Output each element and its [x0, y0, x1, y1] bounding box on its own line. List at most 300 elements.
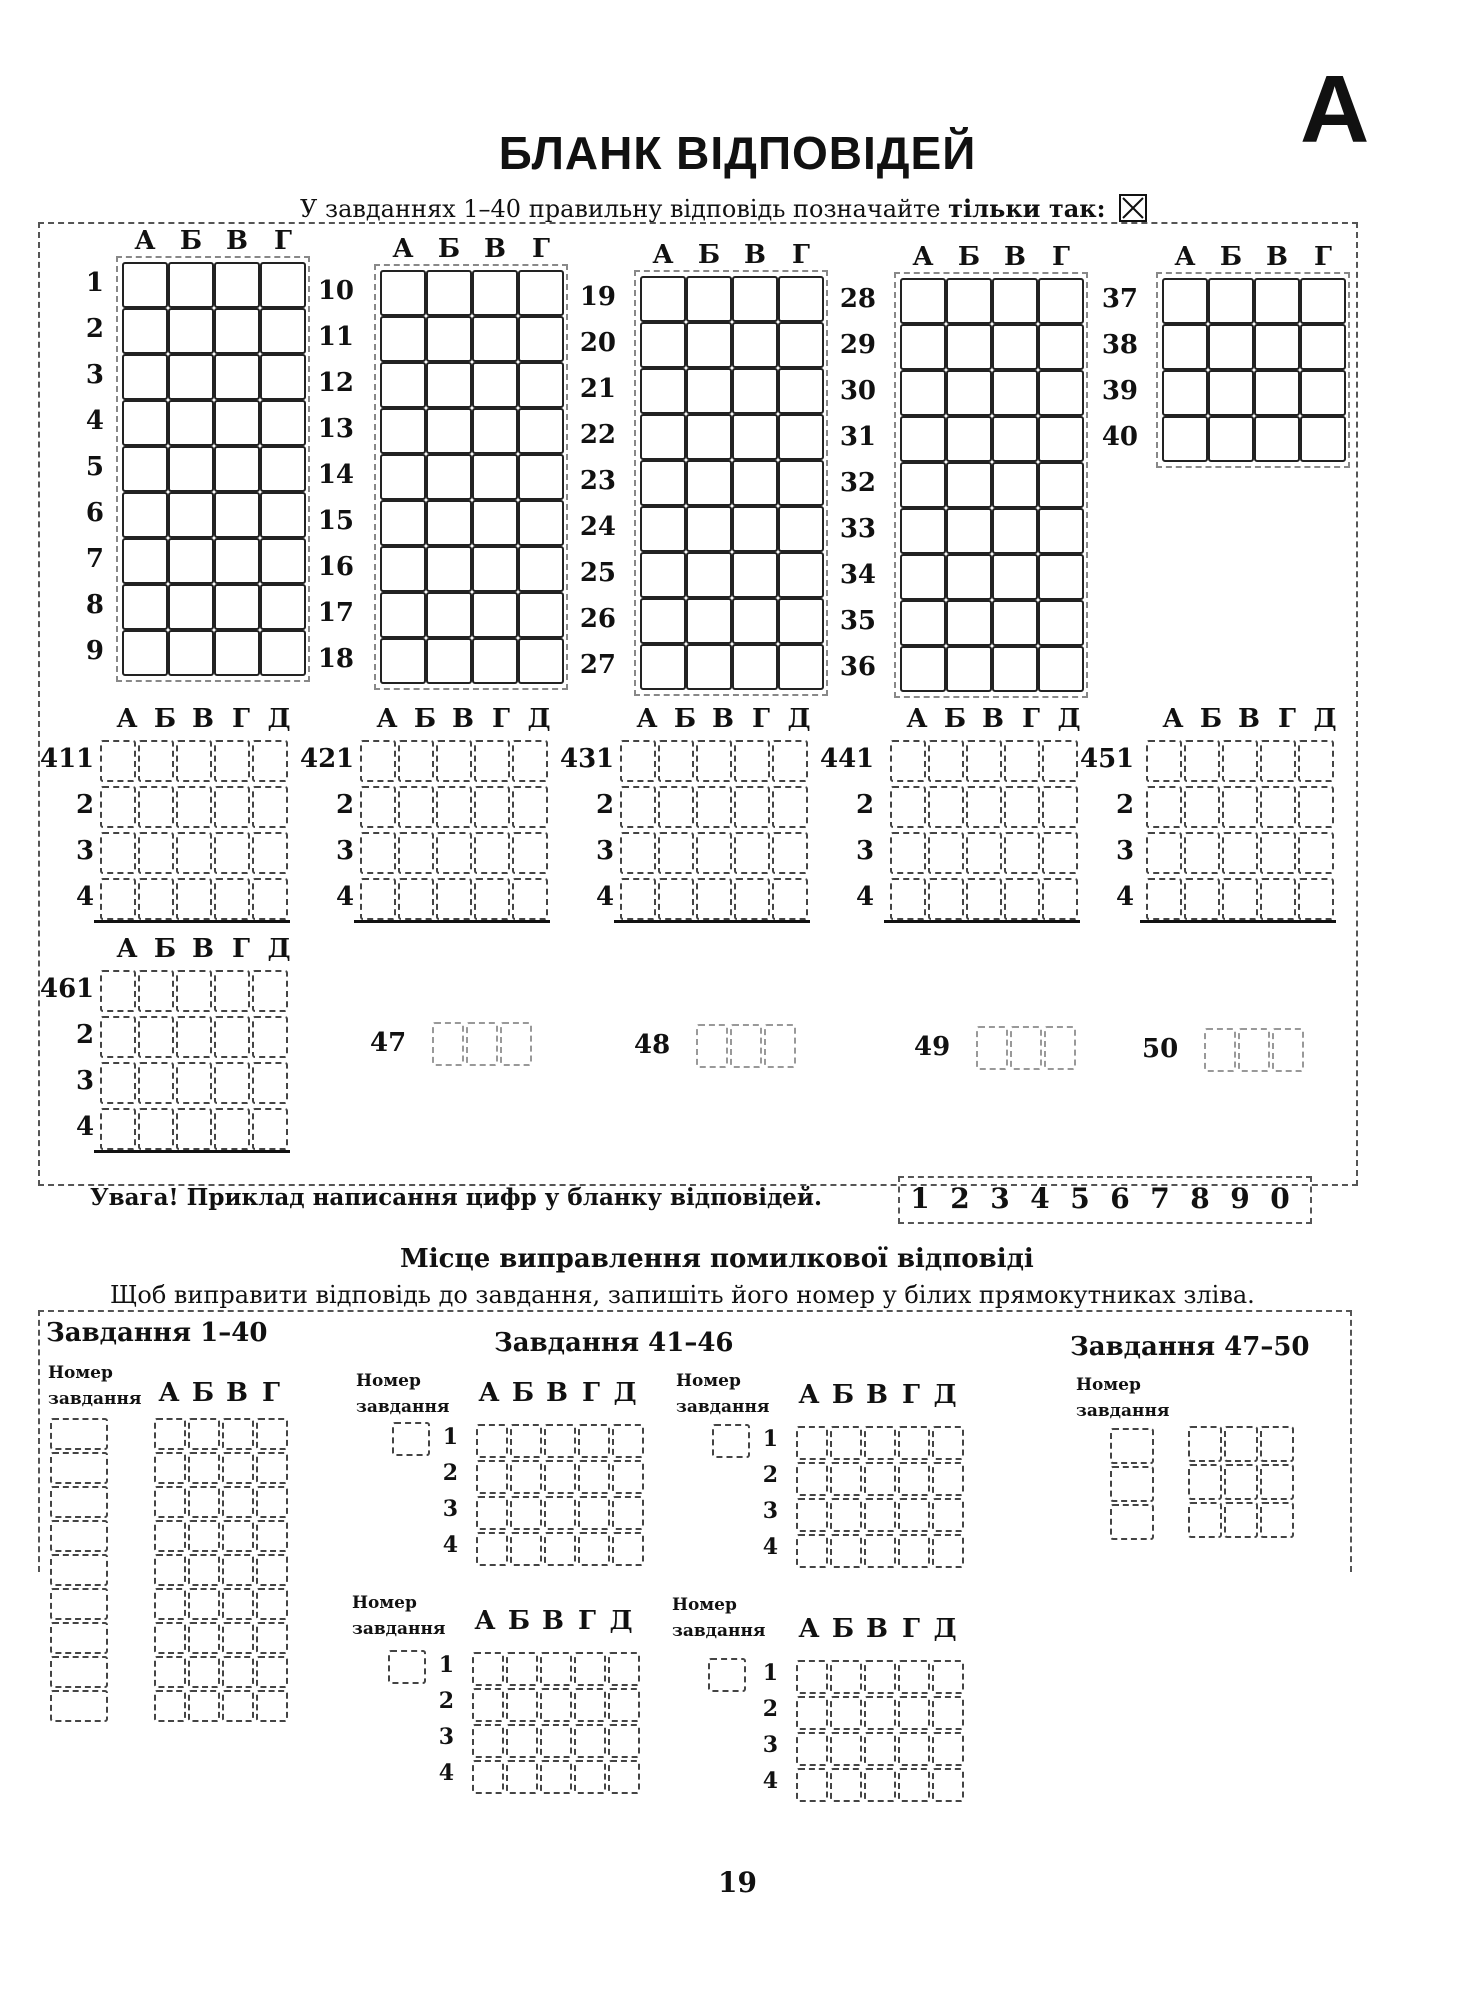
correction-task-number-cell[interactable]: [712, 1424, 750, 1458]
correction-answer-cell[interactable]: [864, 1426, 896, 1460]
matching-cell[interactable]: [214, 786, 250, 828]
correction-answer-cell[interactable]: [540, 1652, 572, 1686]
answer-cell[interactable]: [122, 308, 168, 354]
correction-answer-cell[interactable]: [898, 1534, 930, 1568]
answer-cell[interactable]: [1300, 278, 1346, 324]
matching-cell[interactable]: [436, 878, 472, 920]
answer-cell[interactable]: [946, 646, 992, 692]
matching-cell[interactable]: [1260, 832, 1296, 874]
answer-cell[interactable]: [518, 408, 564, 454]
correction-answer-cell[interactable]: [932, 1660, 964, 1694]
matching-cell[interactable]: [252, 786, 288, 828]
correction-answer-cell[interactable]: [506, 1724, 538, 1758]
answer-cell[interactable]: [122, 630, 168, 676]
answer-cell[interactable]: [1038, 278, 1084, 324]
answer-cell[interactable]: [640, 460, 686, 506]
matching-cell[interactable]: [100, 1108, 136, 1150]
answer-cell[interactable]: [778, 552, 824, 598]
answer-cell[interactable]: [168, 446, 214, 492]
correction-answer-cell[interactable]: [830, 1498, 862, 1532]
correction-answer-cell[interactable]: [932, 1426, 964, 1460]
answer-cell[interactable]: [518, 638, 564, 684]
answer-cell[interactable]: [946, 508, 992, 554]
answer-cell[interactable]: [380, 316, 426, 362]
matching-cell[interactable]: [1222, 786, 1258, 828]
matching-cell[interactable]: [138, 1062, 174, 1104]
correction-answer-cell[interactable]: [864, 1660, 896, 1694]
correction-answer-cell[interactable]: [154, 1418, 186, 1450]
matching-cell[interactable]: [176, 970, 212, 1012]
correction-answer-cell[interactable]: [796, 1426, 828, 1460]
matching-cell[interactable]: [1042, 832, 1078, 874]
correction-task-number-cell[interactable]: [1110, 1504, 1154, 1540]
answer-cell[interactable]: [1254, 324, 1300, 370]
answer-cell[interactable]: [1038, 554, 1084, 600]
correction-answer-cell[interactable]: [898, 1732, 930, 1766]
answer-cell[interactable]: [472, 454, 518, 500]
matching-cell[interactable]: [1298, 786, 1334, 828]
correction-answer-cell[interactable]: [898, 1696, 930, 1730]
answer-cell[interactable]: [1254, 416, 1300, 462]
correction-task-number-cell[interactable]: [50, 1554, 108, 1586]
answer-cell[interactable]: [1038, 462, 1084, 508]
correction-answer-cell[interactable]: [256, 1656, 288, 1688]
matching-cell[interactable]: [890, 786, 926, 828]
answer-cell[interactable]: [426, 454, 472, 500]
correction-answer-cell[interactable]: [256, 1452, 288, 1484]
correction-answer-cell[interactable]: [898, 1660, 930, 1694]
answer-cell[interactable]: [778, 414, 824, 460]
correction-answer-cell[interactable]: [476, 1460, 508, 1494]
answer-cell[interactable]: [1300, 324, 1346, 370]
matching-cell[interactable]: [252, 1062, 288, 1104]
matching-cell[interactable]: [1004, 786, 1040, 828]
answer-cell[interactable]: [1162, 416, 1208, 462]
correction-answer-cell[interactable]: [796, 1732, 828, 1766]
answer-cell[interactable]: [1038, 370, 1084, 416]
answer-cell[interactable]: [1162, 370, 1208, 416]
matching-cell[interactable]: [252, 1108, 288, 1150]
answer-cell[interactable]: [380, 270, 426, 316]
answer-cell[interactable]: [732, 368, 778, 414]
answer-cell[interactable]: [732, 506, 778, 552]
correction-answer-cell[interactable]: [830, 1426, 862, 1460]
answer-cell[interactable]: [214, 308, 260, 354]
correction-answer-cell[interactable]: [154, 1656, 186, 1688]
answer-cell[interactable]: [122, 584, 168, 630]
answer-cell[interactable]: [1208, 324, 1254, 370]
answer-cell[interactable]: [686, 368, 732, 414]
correction-answer-cell[interactable]: [476, 1424, 508, 1458]
answer-cell[interactable]: [1038, 508, 1084, 554]
answer-cell[interactable]: [686, 460, 732, 506]
answer-cell[interactable]: [1208, 370, 1254, 416]
correction-answer-cell[interactable]: [578, 1424, 610, 1458]
correction-answer-cell[interactable]: [796, 1462, 828, 1496]
matching-cell[interactable]: [1298, 740, 1334, 782]
correction-answer-cell[interactable]: [830, 1696, 862, 1730]
correction-task-number-cell[interactable]: [50, 1588, 108, 1620]
answer-cell[interactable]: [640, 414, 686, 460]
matching-cell[interactable]: [658, 786, 694, 828]
correction-answer-cell[interactable]: [1188, 1464, 1222, 1500]
correction-answer-cell[interactable]: [154, 1554, 186, 1586]
correction-task-number-cell[interactable]: [50, 1520, 108, 1552]
short-answer-cell[interactable]: [696, 1024, 728, 1068]
answer-cell[interactable]: [122, 400, 168, 446]
correction-task-number-cell[interactable]: [708, 1658, 746, 1692]
matching-cell[interactable]: [176, 832, 212, 874]
correction-answer-cell[interactable]: [608, 1688, 640, 1722]
correction-answer-cell[interactable]: [796, 1498, 828, 1532]
correction-answer-cell[interactable]: [612, 1424, 644, 1458]
matching-cell[interactable]: [436, 740, 472, 782]
matching-cell[interactable]: [772, 786, 808, 828]
matching-cell[interactable]: [928, 832, 964, 874]
correction-answer-cell[interactable]: [188, 1690, 220, 1722]
matching-cell[interactable]: [398, 832, 434, 874]
matching-cell[interactable]: [620, 878, 656, 920]
answer-cell[interactable]: [1208, 416, 1254, 462]
matching-cell[interactable]: [512, 740, 548, 782]
matching-cell[interactable]: [1184, 832, 1220, 874]
short-answer-cell[interactable]: [1010, 1026, 1042, 1070]
correction-task-number-cell[interactable]: [50, 1622, 108, 1654]
correction-answer-cell[interactable]: [932, 1768, 964, 1802]
matching-cell[interactable]: [252, 970, 288, 1012]
answer-cell[interactable]: [732, 460, 778, 506]
correction-answer-cell[interactable]: [796, 1534, 828, 1568]
answer-cell[interactable]: [900, 462, 946, 508]
matching-cell[interactable]: [658, 832, 694, 874]
correction-answer-cell[interactable]: [578, 1532, 610, 1566]
matching-cell[interactable]: [100, 878, 136, 920]
matching-cell[interactable]: [176, 740, 212, 782]
answer-cell[interactable]: [518, 546, 564, 592]
correction-answer-cell[interactable]: [796, 1768, 828, 1802]
matching-cell[interactable]: [1184, 878, 1220, 920]
answer-cell[interactable]: [426, 270, 472, 316]
correction-answer-cell[interactable]: [1260, 1426, 1294, 1462]
correction-answer-cell[interactable]: [1224, 1502, 1258, 1538]
correction-answer-cell[interactable]: [476, 1532, 508, 1566]
answer-cell[interactable]: [946, 324, 992, 370]
answer-cell[interactable]: [426, 362, 472, 408]
correction-answer-cell[interactable]: [188, 1486, 220, 1518]
correction-answer-cell[interactable]: [154, 1588, 186, 1620]
correction-answer-cell[interactable]: [510, 1496, 542, 1530]
answer-cell[interactable]: [732, 276, 778, 322]
matching-cell[interactable]: [138, 1016, 174, 1058]
answer-cell[interactable]: [426, 500, 472, 546]
answer-cell[interactable]: [214, 262, 260, 308]
answer-cell[interactable]: [640, 598, 686, 644]
answer-cell[interactable]: [1300, 416, 1346, 462]
matching-cell[interactable]: [512, 786, 548, 828]
matching-cell[interactable]: [1004, 740, 1040, 782]
correction-answer-cell[interactable]: [222, 1486, 254, 1518]
answer-cell[interactable]: [214, 584, 260, 630]
correction-answer-cell[interactable]: [574, 1652, 606, 1686]
matching-cell[interactable]: [928, 878, 964, 920]
answer-cell[interactable]: [1038, 600, 1084, 646]
answer-cell[interactable]: [426, 546, 472, 592]
short-answer-cell[interactable]: [976, 1026, 1008, 1070]
matching-cell[interactable]: [696, 786, 732, 828]
answer-cell[interactable]: [732, 644, 778, 690]
matching-cell[interactable]: [436, 786, 472, 828]
answer-cell[interactable]: [900, 554, 946, 600]
correction-answer-cell[interactable]: [510, 1460, 542, 1494]
matching-cell[interactable]: [176, 1108, 212, 1150]
matching-cell[interactable]: [1042, 740, 1078, 782]
answer-cell[interactable]: [992, 554, 1038, 600]
matching-cell[interactable]: [1260, 740, 1296, 782]
correction-answer-cell[interactable]: [612, 1532, 644, 1566]
answer-cell[interactable]: [946, 462, 992, 508]
matching-cell[interactable]: [214, 740, 250, 782]
matching-cell[interactable]: [100, 1016, 136, 1058]
answer-cell[interactable]: [380, 454, 426, 500]
answer-cell[interactable]: [1038, 646, 1084, 692]
matching-cell[interactable]: [398, 878, 434, 920]
correction-answer-cell[interactable]: [1188, 1426, 1222, 1462]
matching-cell[interactable]: [620, 832, 656, 874]
matching-cell[interactable]: [214, 1108, 250, 1150]
short-answer-cell[interactable]: [1204, 1028, 1236, 1072]
answer-cell[interactable]: [380, 408, 426, 454]
matching-cell[interactable]: [512, 878, 548, 920]
correction-answer-cell[interactable]: [898, 1498, 930, 1532]
correction-task-number-cell[interactable]: [50, 1656, 108, 1688]
answer-cell[interactable]: [518, 316, 564, 362]
answer-cell[interactable]: [946, 416, 992, 462]
matching-cell[interactable]: [1146, 786, 1182, 828]
matching-cell[interactable]: [658, 878, 694, 920]
matching-cell[interactable]: [928, 740, 964, 782]
answer-cell[interactable]: [900, 370, 946, 416]
answer-cell[interactable]: [518, 454, 564, 500]
matching-cell[interactable]: [474, 740, 510, 782]
answer-cell[interactable]: [946, 600, 992, 646]
answer-cell[interactable]: [122, 262, 168, 308]
answer-cell[interactable]: [686, 322, 732, 368]
answer-cell[interactable]: [732, 322, 778, 368]
matching-cell[interactable]: [100, 740, 136, 782]
matching-cell[interactable]: [214, 970, 250, 1012]
correction-answer-cell[interactable]: [864, 1498, 896, 1532]
answer-cell[interactable]: [640, 506, 686, 552]
correction-answer-cell[interactable]: [612, 1496, 644, 1530]
matching-cell[interactable]: [1146, 832, 1182, 874]
short-answer-cell[interactable]: [1044, 1026, 1076, 1070]
correction-answer-cell[interactable]: [256, 1690, 288, 1722]
answer-cell[interactable]: [426, 316, 472, 362]
answer-cell[interactable]: [640, 552, 686, 598]
correction-answer-cell[interactable]: [830, 1768, 862, 1802]
matching-cell[interactable]: [360, 740, 396, 782]
correction-answer-cell[interactable]: [1260, 1464, 1294, 1500]
correction-answer-cell[interactable]: [154, 1622, 186, 1654]
correction-answer-cell[interactable]: [472, 1688, 504, 1722]
answer-cell[interactable]: [900, 508, 946, 554]
matching-cell[interactable]: [214, 832, 250, 874]
correction-task-number-cell[interactable]: [388, 1650, 426, 1684]
correction-answer-cell[interactable]: [578, 1460, 610, 1494]
answer-cell[interactable]: [214, 354, 260, 400]
correction-answer-cell[interactable]: [830, 1732, 862, 1766]
matching-cell[interactable]: [100, 1062, 136, 1104]
matching-cell[interactable]: [436, 832, 472, 874]
answer-cell[interactable]: [686, 552, 732, 598]
correction-answer-cell[interactable]: [256, 1418, 288, 1450]
correction-answer-cell[interactable]: [540, 1760, 572, 1794]
answer-cell[interactable]: [472, 270, 518, 316]
correction-answer-cell[interactable]: [864, 1534, 896, 1568]
correction-answer-cell[interactable]: [222, 1690, 254, 1722]
correction-answer-cell[interactable]: [578, 1496, 610, 1530]
answer-cell[interactable]: [472, 638, 518, 684]
answer-cell[interactable]: [778, 368, 824, 414]
answer-cell[interactable]: [732, 598, 778, 644]
answer-cell[interactable]: [518, 362, 564, 408]
answer-cell[interactable]: [946, 370, 992, 416]
matching-cell[interactable]: [1146, 878, 1182, 920]
short-answer-cell[interactable]: [764, 1024, 796, 1068]
answer-cell[interactable]: [1162, 324, 1208, 370]
matching-cell[interactable]: [772, 740, 808, 782]
correction-task-number-cell[interactable]: [1110, 1428, 1154, 1464]
correction-answer-cell[interactable]: [222, 1656, 254, 1688]
answer-cell[interactable]: [214, 446, 260, 492]
correction-task-number-cell[interactable]: [1110, 1466, 1154, 1502]
correction-answer-cell[interactable]: [574, 1760, 606, 1794]
correction-answer-cell[interactable]: [510, 1424, 542, 1458]
matching-cell[interactable]: [658, 740, 694, 782]
matching-cell[interactable]: [772, 878, 808, 920]
correction-answer-cell[interactable]: [864, 1768, 896, 1802]
correction-answer-cell[interactable]: [1224, 1464, 1258, 1500]
answer-cell[interactable]: [778, 506, 824, 552]
answer-cell[interactable]: [1254, 370, 1300, 416]
answer-cell[interactable]: [214, 400, 260, 446]
correction-answer-cell[interactable]: [932, 1462, 964, 1496]
matching-cell[interactable]: [252, 878, 288, 920]
matching-cell[interactable]: [696, 832, 732, 874]
answer-cell[interactable]: [168, 262, 214, 308]
matching-cell[interactable]: [138, 832, 174, 874]
matching-cell[interactable]: [966, 832, 1002, 874]
matching-cell[interactable]: [772, 832, 808, 874]
matching-cell[interactable]: [1298, 878, 1334, 920]
answer-cell[interactable]: [518, 270, 564, 316]
correction-task-number-cell[interactable]: [50, 1690, 108, 1722]
correction-answer-cell[interactable]: [540, 1724, 572, 1758]
short-answer-cell[interactable]: [432, 1022, 464, 1066]
answer-cell[interactable]: [122, 492, 168, 538]
answer-cell[interactable]: [214, 538, 260, 584]
correction-answer-cell[interactable]: [154, 1520, 186, 1552]
correction-answer-cell[interactable]: [256, 1622, 288, 1654]
correction-answer-cell[interactable]: [506, 1652, 538, 1686]
matching-cell[interactable]: [734, 786, 770, 828]
correction-answer-cell[interactable]: [188, 1588, 220, 1620]
correction-answer-cell[interactable]: [188, 1554, 220, 1586]
short-answer-cell[interactable]: [500, 1022, 532, 1066]
correction-answer-cell[interactable]: [188, 1520, 220, 1552]
matching-cell[interactable]: [138, 1108, 174, 1150]
correction-answer-cell[interactable]: [222, 1588, 254, 1620]
answer-cell[interactable]: [1038, 324, 1084, 370]
matching-cell[interactable]: [1222, 740, 1258, 782]
correction-task-number-cell[interactable]: [50, 1418, 108, 1450]
correction-answer-cell[interactable]: [256, 1588, 288, 1620]
matching-cell[interactable]: [890, 832, 926, 874]
matching-cell[interactable]: [512, 832, 548, 874]
answer-cell[interactable]: [778, 598, 824, 644]
correction-answer-cell[interactable]: [830, 1462, 862, 1496]
matching-cell[interactable]: [696, 878, 732, 920]
answer-cell[interactable]: [640, 276, 686, 322]
answer-cell[interactable]: [472, 408, 518, 454]
answer-cell[interactable]: [380, 638, 426, 684]
answer-cell[interactable]: [1300, 370, 1346, 416]
answer-cell[interactable]: [992, 600, 1038, 646]
matching-cell[interactable]: [734, 832, 770, 874]
matching-cell[interactable]: [734, 740, 770, 782]
answer-cell[interactable]: [168, 308, 214, 354]
matching-cell[interactable]: [138, 786, 174, 828]
matching-cell[interactable]: [214, 878, 250, 920]
correction-answer-cell[interactable]: [154, 1486, 186, 1518]
answer-cell[interactable]: [686, 506, 732, 552]
short-answer-cell[interactable]: [730, 1024, 762, 1068]
matching-cell[interactable]: [398, 786, 434, 828]
answer-cell[interactable]: [168, 354, 214, 400]
answer-cell[interactable]: [992, 462, 1038, 508]
matching-cell[interactable]: [100, 832, 136, 874]
matching-cell[interactable]: [966, 878, 1002, 920]
answer-cell[interactable]: [992, 370, 1038, 416]
correction-answer-cell[interactable]: [544, 1532, 576, 1566]
correction-answer-cell[interactable]: [608, 1760, 640, 1794]
correction-answer-cell[interactable]: [256, 1486, 288, 1518]
correction-answer-cell[interactable]: [1260, 1502, 1294, 1538]
correction-answer-cell[interactable]: [472, 1652, 504, 1686]
answer-cell[interactable]: [168, 492, 214, 538]
correction-answer-cell[interactable]: [222, 1418, 254, 1450]
correction-answer-cell[interactable]: [188, 1622, 220, 1654]
answer-cell[interactable]: [778, 460, 824, 506]
correction-answer-cell[interactable]: [864, 1732, 896, 1766]
matching-cell[interactable]: [176, 1016, 212, 1058]
matching-cell[interactable]: [1042, 786, 1078, 828]
matching-cell[interactable]: [1298, 832, 1334, 874]
correction-answer-cell[interactable]: [1224, 1426, 1258, 1462]
matching-cell[interactable]: [176, 786, 212, 828]
answer-cell[interactable]: [380, 500, 426, 546]
answer-cell[interactable]: [686, 414, 732, 460]
matching-cell[interactable]: [214, 1016, 250, 1058]
matching-cell[interactable]: [696, 740, 732, 782]
matching-cell[interactable]: [1222, 832, 1258, 874]
answer-cell[interactable]: [168, 630, 214, 676]
answer-cell[interactable]: [380, 592, 426, 638]
matching-cell[interactable]: [890, 740, 926, 782]
answer-cell[interactable]: [122, 446, 168, 492]
correction-answer-cell[interactable]: [796, 1660, 828, 1694]
answer-cell[interactable]: [1208, 278, 1254, 324]
